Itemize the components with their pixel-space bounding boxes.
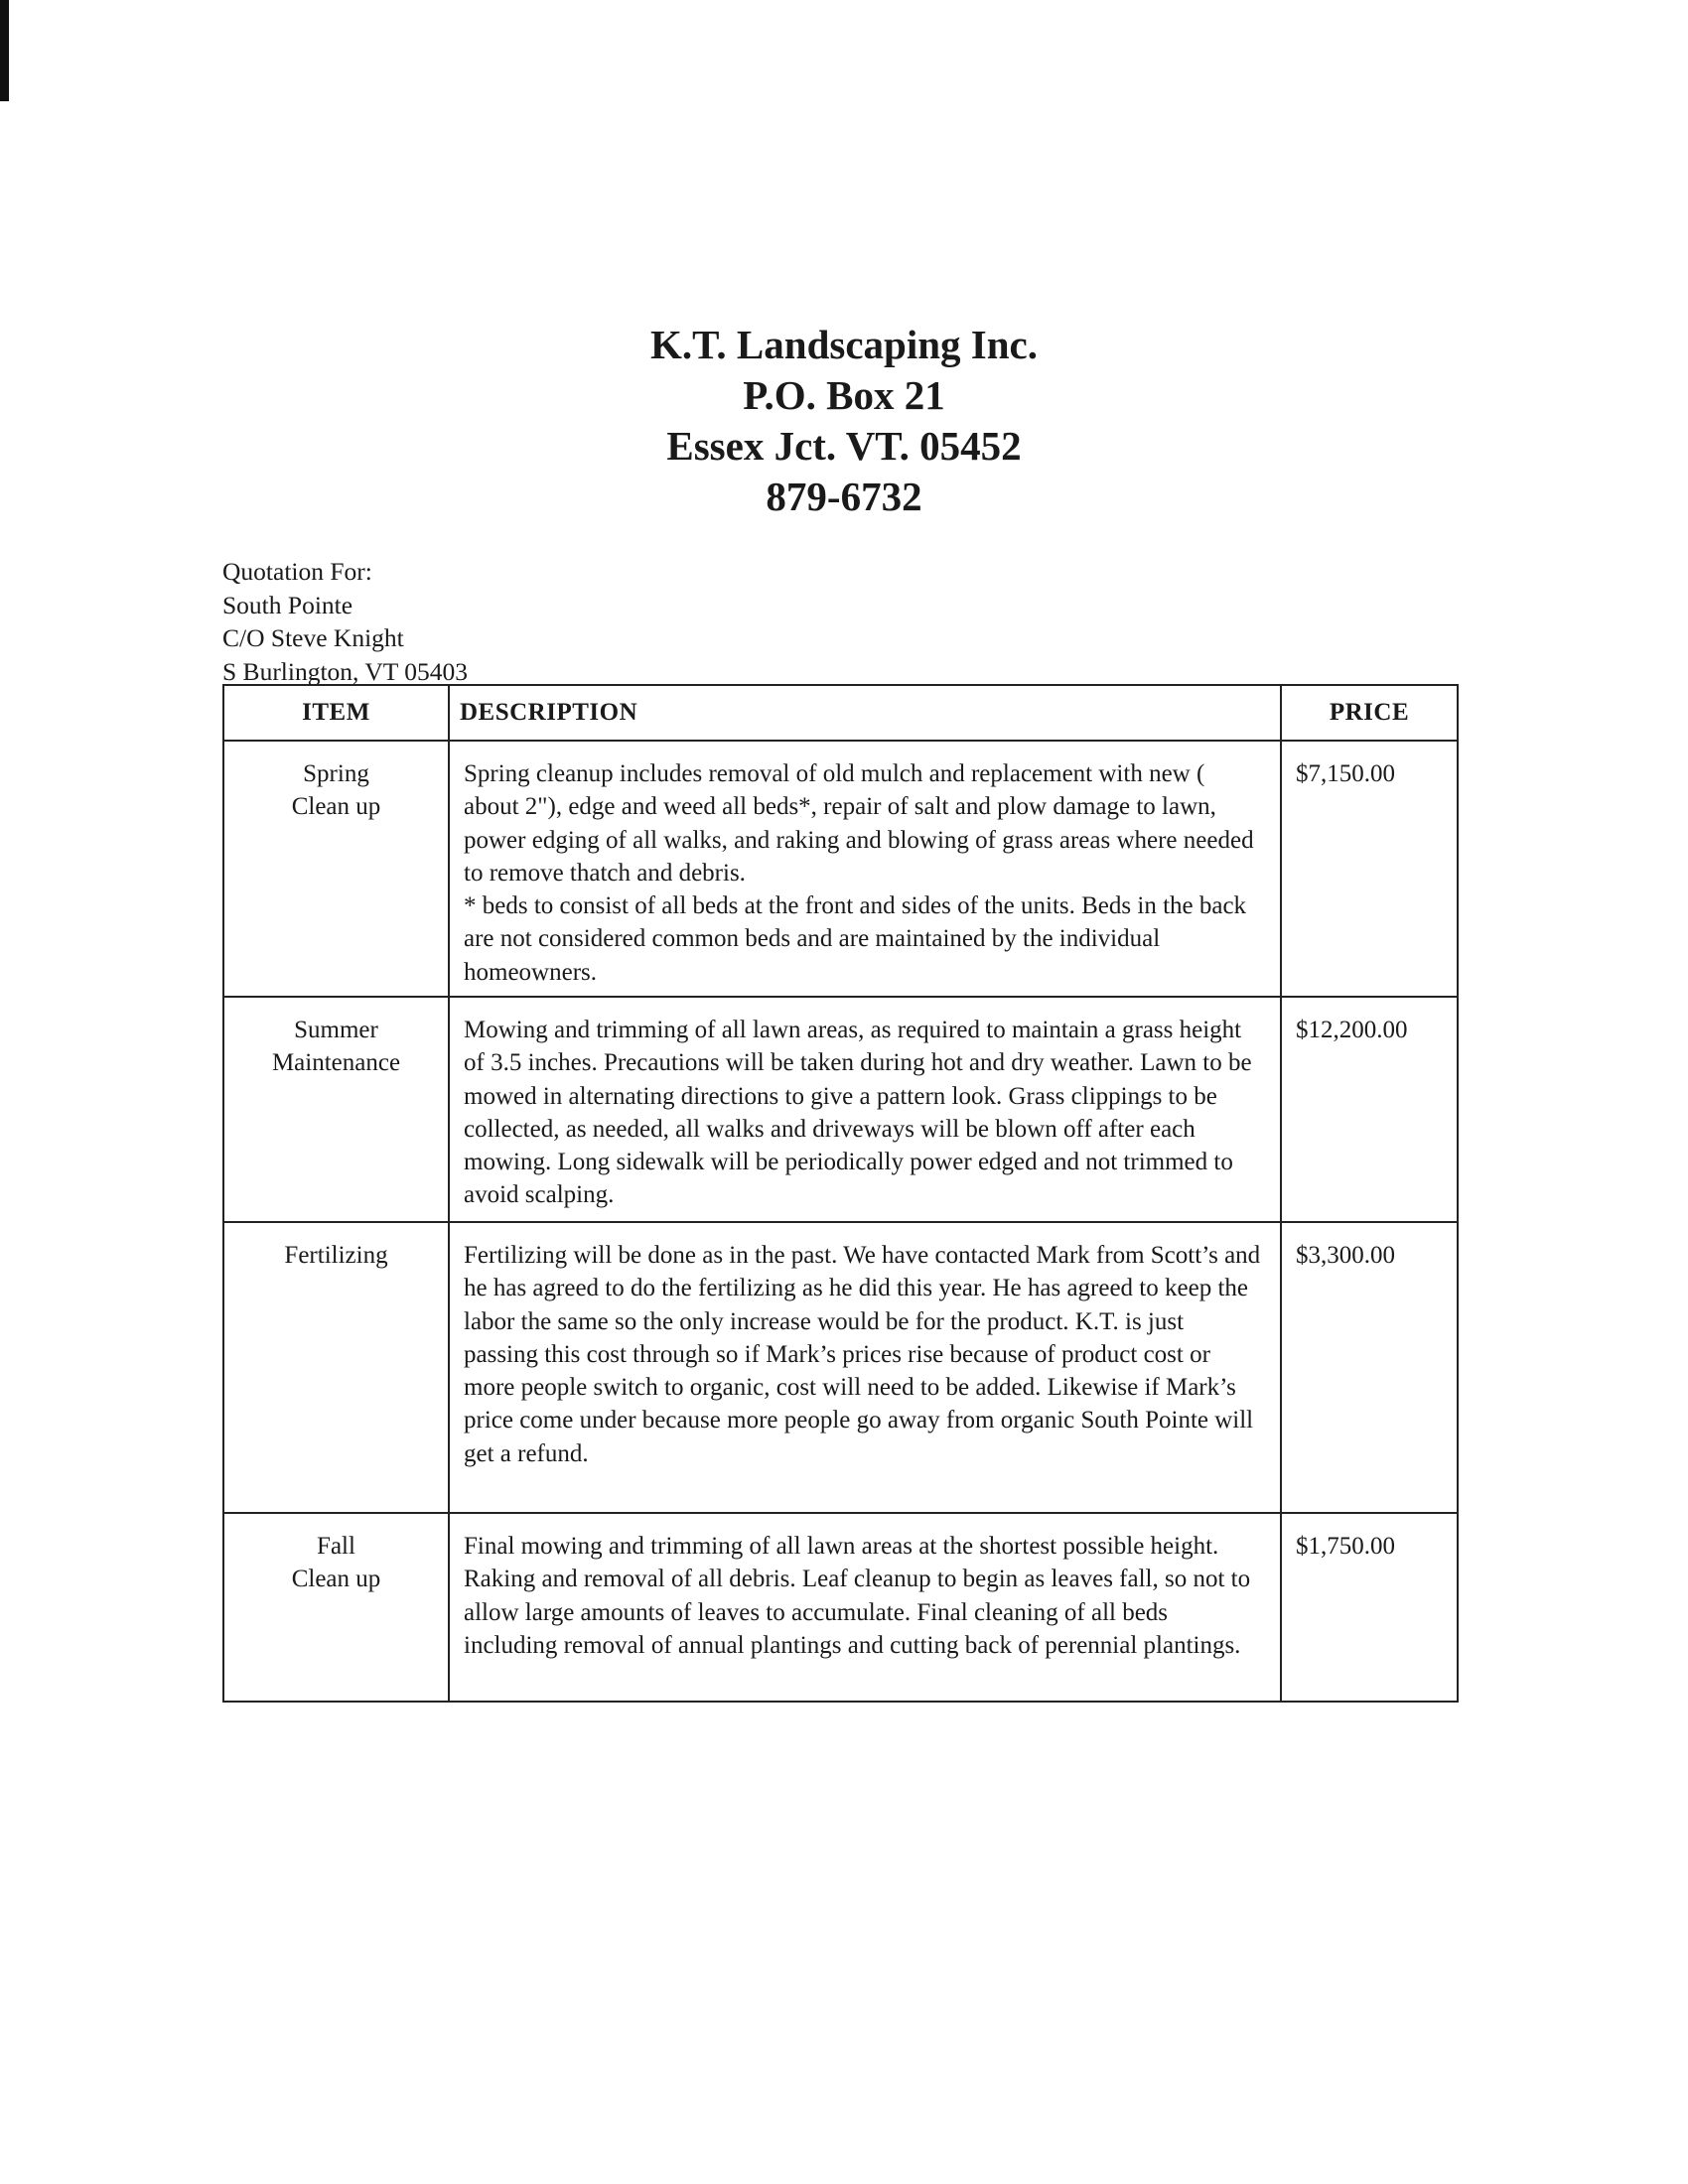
company-city: Essex Jct. VT. 05452 — [666, 423, 1022, 469]
scan-edge — [0, 0, 9, 101]
item-label: Summer — [294, 1017, 378, 1043]
item-cell — [223, 1513, 449, 1702]
quotation-heading: Quotation For: — [222, 557, 372, 586]
table-row — [223, 741, 1458, 997]
item-cell — [223, 997, 449, 1222]
description-note: * beds to consist of all beds at the front and sides of the units. Beds in the back are not considered common beds and are maintained by the individual homeowners. — [464, 892, 1247, 986]
company-po-box: P.O. Box 21 — [743, 372, 945, 418]
price-cell: $12,200.00 — [1281, 997, 1458, 1222]
recipient-care-of: C/O Steve Knight — [222, 623, 404, 652]
item-cell — [223, 1222, 449, 1513]
item-cell — [223, 741, 449, 997]
recipient-name: South Pointe — [222, 590, 353, 619]
table-row — [223, 997, 1458, 1222]
item-label: Fertilizing — [284, 1242, 388, 1269]
quotation-table — [222, 684, 1459, 1703]
table-header-row — [223, 685, 1458, 741]
table-row — [223, 1222, 1458, 1513]
recipient-address: S Burlington, VT 05403 — [222, 656, 469, 686]
description-cell — [449, 997, 1281, 1222]
description-cell — [449, 741, 1281, 997]
company-phone: 879-6732 — [766, 474, 922, 519]
recipient-block — [222, 555, 468, 688]
header-description: DESCRIPTION — [449, 685, 1281, 741]
description-text: Final mowing and trimming of all lawn areas at the shortest possible height. Raking and removal of all debris. Leaf cleanup to begin as leaves fall, so not to allow large amounts of leaves to accumulate. Final cleaning of all beds including removal of annual plantings and cutting back of perennial plantings. — [464, 1533, 1251, 1659]
description-cell — [449, 1222, 1281, 1513]
description-text: Fertilizing will be done as in the past. We have contacted Mark from Scott’s and he has agreed to do the fertilizing as he did this year. He has agreed to keep the labor the same so the only increase would be for the product. K.T. is just passing this cost through so if Mark’s prices rise because of product cost or more people switch to organic, cost will need to be added. Likewise if Mark’s price come under because more people go away from organic South Pointe will get a refund. — [464, 1242, 1261, 1467]
company-name: K.T. Landscaping Inc. — [649, 322, 1038, 367]
item-label: Clean up — [291, 793, 381, 821]
table-row — [223, 1513, 1458, 1702]
description-text: Mowing and trimming of all lawn areas, as required to maintain a grass height of 3.5 inches. Precautions will be taken during hot and dry weather. Lawn to be mowed in alternating directions to give a pattern look. Grass clippings to be collected, as needed, all walks and driveways will be blown off after each mowing. Long sidewalk will be periodically power edged and not trimmed to avoid scalping. — [464, 1017, 1252, 1209]
item-label: Spring — [303, 760, 369, 787]
price-cell: $3,300.00 — [1281, 1222, 1458, 1513]
item-label: Clean up — [291, 1566, 381, 1593]
price-cell: $7,150.00 — [1281, 741, 1458, 997]
letterhead — [0, 320, 1688, 522]
item-label: Fall — [317, 1533, 355, 1560]
price-cell: $1,750.00 — [1281, 1513, 1458, 1702]
description-text: Spring cleanup includes removal of old mulch and replacement with new ( about 2"), edge and weed all beds*, repair of salt and plow damage to lawn, power edging of all walks, and raking and blowing of grass areas where needed to remove thatch and debris. — [464, 760, 1254, 887]
header-item: ITEM — [223, 685, 449, 741]
description-cell — [449, 1513, 1281, 1702]
item-label: Maintenance — [271, 1049, 401, 1077]
header-price: PRICE — [1281, 685, 1458, 741]
